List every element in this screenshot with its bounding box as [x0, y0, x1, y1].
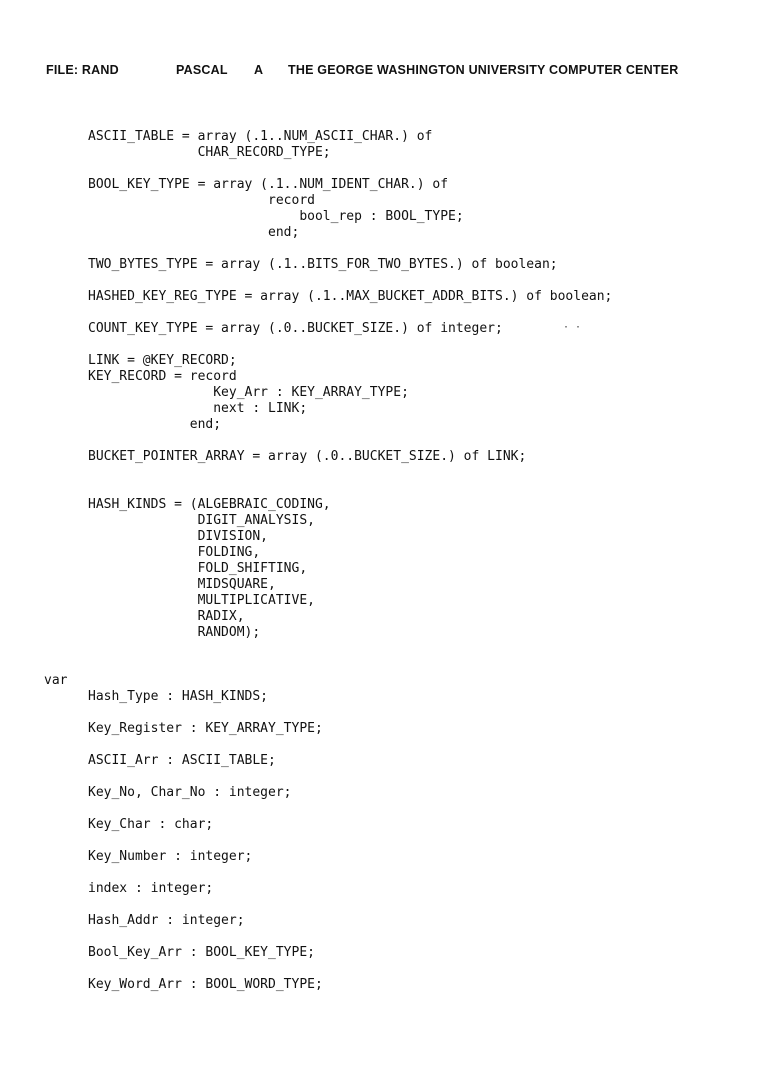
code-line: Key_No, Char_No : integer;: [88, 785, 292, 800]
code-line: DIVISION,: [88, 529, 269, 544]
code-line: LINK = @KEY_RECORD;: [88, 353, 237, 368]
code-line: BOOL_KEY_TYPE = array (.1..NUM_IDENT_CHAR.) of: [88, 177, 449, 192]
code-line: Bool_Key_Arr : BOOL_KEY_TYPE;: [88, 945, 315, 960]
code-line: Hash_Addr : integer;: [88, 913, 245, 928]
code-line: RANDOM);: [88, 625, 261, 640]
code-line: Key_Arr : KEY_ARRAY_TYPE;: [88, 385, 409, 400]
language-label: PASCAL: [176, 63, 228, 77]
mode-label: A: [254, 63, 264, 77]
code-line: TWO_BYTES_TYPE = array (.1..BITS_FOR_TWO_BYTES.) of boolean;: [88, 257, 558, 272]
code-line: FOLD_SHIFTING,: [88, 561, 308, 576]
scan-speck-mark: · ·: [563, 322, 582, 333]
code-line: ASCII_TABLE = array (.1..NUM_ASCII_CHAR.) of: [88, 129, 433, 144]
code-line: record: [88, 193, 315, 208]
code-line: FOLDING,: [88, 545, 261, 560]
var-keyword: var: [44, 673, 68, 688]
code-line: CHAR_RECORD_TYPE;: [88, 145, 331, 160]
code-line: MULTIPLICATIVE,: [88, 593, 315, 608]
file-label: FILE: RAND: [46, 63, 119, 77]
code-line: BUCKET_POINTER_ARRAY = array (.0..BUCKET_SIZE.) of LINK;: [88, 449, 527, 464]
institution-label: THE GEORGE WASHINGTON UNIVERSITY COMPUTER CENTER: [288, 63, 679, 77]
code-line: Key_Number : integer;: [88, 849, 253, 864]
code-line: KEY_RECORD = record: [88, 369, 237, 384]
code-line: ASCII_Arr : ASCII_TABLE;: [88, 753, 276, 768]
code-line: end;: [88, 417, 222, 432]
code-line: Key_Char : char;: [88, 817, 214, 832]
code-line: Key_Word_Arr : BOOL_WORD_TYPE;: [88, 977, 323, 992]
code-line: RADIX,: [88, 609, 245, 624]
code-line: next : LINK;: [88, 401, 308, 416]
code-line: Hash_Type : HASH_KINDS;: [88, 689, 269, 704]
code-line: MIDSQUARE,: [88, 577, 276, 592]
code-line: HASHED_KEY_REG_TYPE = array (.1..MAX_BUCKET_ADDR_BITS.) of boolean;: [88, 289, 613, 304]
code-line: bool_rep : BOOL_TYPE;: [88, 209, 464, 224]
code-line: HASH_KINDS = (ALGEBRAIC_CODING,: [88, 497, 331, 512]
code-line: COUNT_KEY_TYPE = array (.0..BUCKET_SIZE.) of integer;: [88, 321, 503, 336]
code-line: end;: [88, 225, 300, 240]
code-line: DIGIT_ANALYSIS,: [88, 513, 315, 528]
code-line: index : integer;: [88, 881, 214, 896]
code-line: Key_Register : KEY_ARRAY_TYPE;: [88, 721, 323, 736]
